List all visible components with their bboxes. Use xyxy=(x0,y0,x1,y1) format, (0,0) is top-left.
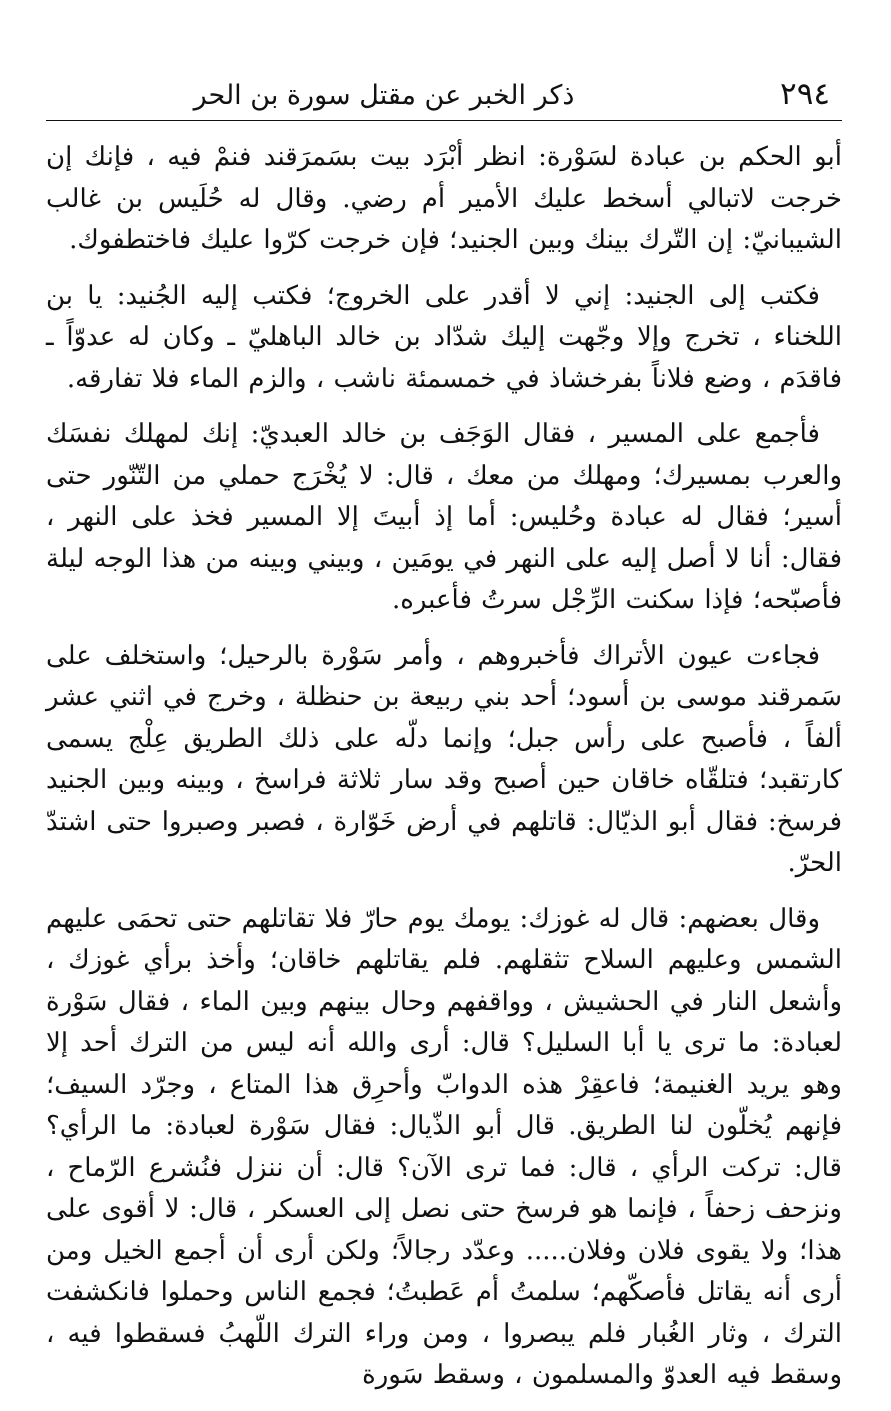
paragraph: فأجمع على المسير ، فقال الوَجَف بن خالد العبديّ: إنك لمهلك نفسَك والعرب بمسيرك؛ ومهلك من معك ، قال: لا يُخْرَج حملي من التّنّور حتى أسير؛ فقال له عبادة وحُليس: أما إذ أبيتَ إلا المسير فخذ على النهر ، فقال: أنا لا أصل إليه على النهر في يومَين ، وبيني وبينه من هذا الوجه ليلة فأصبّحه؛ فإذا سكنت الرِّجْل سرتُ فأعبره. xyxy=(46,419,842,615)
paragraph: وقال بعضهم: قال له غوزك: يومك يوم حارّ فلا تقاتلهم حتى تحمَى عليهم الشمس وعليهم السلاح تثقلهم. فلم يقاتلهم خاقان؛ وأخذ برأي غوزك ، وأشعل النار في الحشيش ، وواقفهم وحال بينهم وبين الماء ، فقال سَوْرة لعبادة: ما ترى يا أبا السليل؟ قال: أرى والله أنه ليس من الترك أحد إلا وهو يريد الغنيمة؛ فاعقِرْ هذه الدوابّ وأحرِق هذا المتاع ، وجرّد السيف؛ فإنهم يُخلّون لنا الطريق. قال أبو الذّيال: فقال سَوْرة لعبادة: ما الرأي؟ قال: تركت الرأي ، قال: فما ترى الآن؟ قال: أن ننزل فنُشرع الرّماح ، ونزحف زحفاً ، فإنما هو فرسخ حتى نصل إلى العسكر ، قال: لا أقوى على هذا؛ ولا يقوى فلان وفلان..... وعدّد رجالاً؛ ولكن أرى أن أجمع الخيل ومن أرى أنه يقاتل فأصكّهم؛ سلمتُ أم عَطبتُ؛ فجمع الناس وحملوا فانكشفت الترك ، وثار الغُبار فلم يبصروا ، ومن وراء الترك اللّهبُ فسقطوا فيه ، وسقط فيه العدوّ والمسلمون ، وسقط سَورة xyxy=(46,903,842,1390)
paragraph: فكتب إلى الجنيد: إني لا أقدر على الخروج؛ فكتب إليه الجُنيد: يا بن اللخناء ، تخرج وإلا وجّهت إليك شدّاد بن خالد الباهليّ ـ وكان له عدوّاً ـ فاقدَم ، وضع فلاناً بفرخشاذ في خمسمئة ناشب ، والزم الماء فلا تفارقه. xyxy=(46,280,842,394)
paragraph: فجاءت عيون الأتراك فأخبروهم ، وأمر سَوْرة بالرحيل؛ واستخلف على سَمرقند موسى بن أسود؛ أحد بني ربيعة بن حنظلة ، وخرج في اثني عشر ألفاً ، فأصبح على رأس جبل؛ وإنما دلّه على ذلك الطريق عِلْج يسمى كارتقبد؛ فتلقّاه خاقان حين أصبح وقد سار ثلاثة فراسخ ، وبينه وبين الجنيد فرسخ: فقال أبو الذيّال: قاتلهم في أرض خَوّارة ، فصبر وصبروا حتى اشتدّ الحرّ. xyxy=(46,640,842,878)
page-number: ٢٩٤ xyxy=(780,76,830,112)
body-text xyxy=(46,137,842,1397)
running-title: ذكر الخبر عن مقتل سورة بن الحر xyxy=(193,80,575,111)
page-header xyxy=(46,70,842,121)
paragraph: أبو الحكم بن عبادة لسَوْرة: انظر أبْرَد بيت بسَمرَقند فنمْ فيه ، فإنك إن خرجت لاتبالي أسخط عليك الأمير أم رضي. وقال له حُلَيس بن غالب الشيبانيّ: إن التّرك بينك وبين الجنيد؛ فإن خرجت كرّوا عليك فاختطفوك. xyxy=(46,142,842,255)
book-page xyxy=(46,70,842,1411)
